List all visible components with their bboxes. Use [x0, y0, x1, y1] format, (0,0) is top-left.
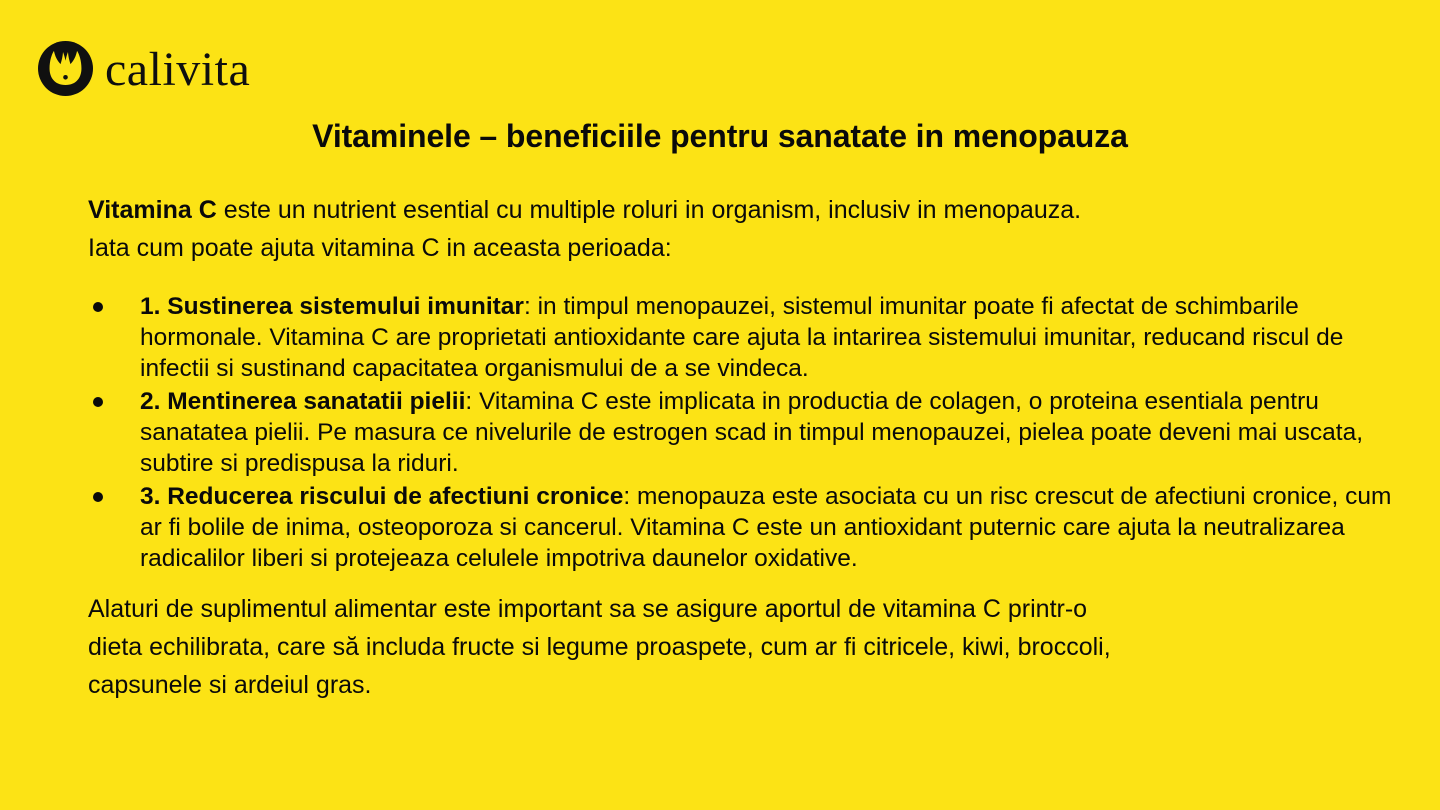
- list-item: [88, 291, 1400, 384]
- bullet-lead: 1. Sustinerea sistemului imunitar: [140, 293, 524, 320]
- list-item: [88, 386, 1400, 479]
- closing-paragraph: [88, 590, 1400, 704]
- bullet-lead: 2. Mentinerea sanatatii pielii: [140, 388, 466, 415]
- page-title: Vitaminele – beneficiile pentru sanatate in menopauza: [312, 118, 1128, 154]
- intro-line-1-rest: este un nutrient esential cu multiple roluri in organism, inclusiv in menopauza.: [216, 196, 1082, 224]
- bullet-text: : Vitamina C este implicata in productia de colagen, o proteina esentiala pentru sanatatea pielii. Pe masura ce nivelurile de estrogen scad in timpul menopauzei, pielea poate deveni mai uscata, subtire si predispusa la riduri.: [140, 388, 1364, 477]
- brand-logo: [38, 41, 250, 96]
- closing-line-2: dieta echilibrata, care să includa fructe si legume proaspete, cum ar fi citricele, kiwi, broccoli,: [88, 633, 1111, 661]
- brand-wordmark: calivita: [105, 42, 251, 96]
- closing-line-3: capsunele si ardeiul gras.: [88, 671, 372, 699]
- bullet-text: : in timpul menopauzei, sistemul imunitar poate fi afectat de schimbarile hormonale. Vitamina C are proprietati antioxidante care ajuta la intarirea sistemului imunitar, reducand riscul de infectii si sustinand capacitatea organismului de a se vindeca.: [140, 293, 1344, 382]
- slide-body: [88, 191, 1400, 704]
- bullet-dot-icon: [93, 492, 103, 502]
- bullet-lead: 3. Reducerea riscului de afectiuni cronice: [140, 483, 624, 510]
- bullet-dot-icon: [93, 302, 103, 312]
- intro-line-1: [88, 191, 1400, 229]
- list-item: [88, 481, 1400, 574]
- bullet-text: : menopauza este asociata cu un risc crescut de afectiuni cronice, cum ar fi bolile de inima, osteoporoza si cancerul. Vitamina C este un antioxidant puternic care ajuta la neutralizarea radicalilor liberi si protejeaza celulele impotriva daunelor oxidative.: [140, 483, 1392, 572]
- bullet-dot-icon: [93, 397, 103, 407]
- closing-line-1: Alaturi de suplimentul alimentar este important sa se asigure aportul de vitamina C printr-o: [88, 595, 1088, 623]
- benefits-list: [88, 291, 1400, 574]
- intro-bold-term: Vitamina C: [88, 196, 217, 224]
- intro-line-2: Iata cum poate ajuta vitamina C in aceasta perioada:: [88, 234, 672, 262]
- calivita-circle-logo-icon: [38, 41, 93, 96]
